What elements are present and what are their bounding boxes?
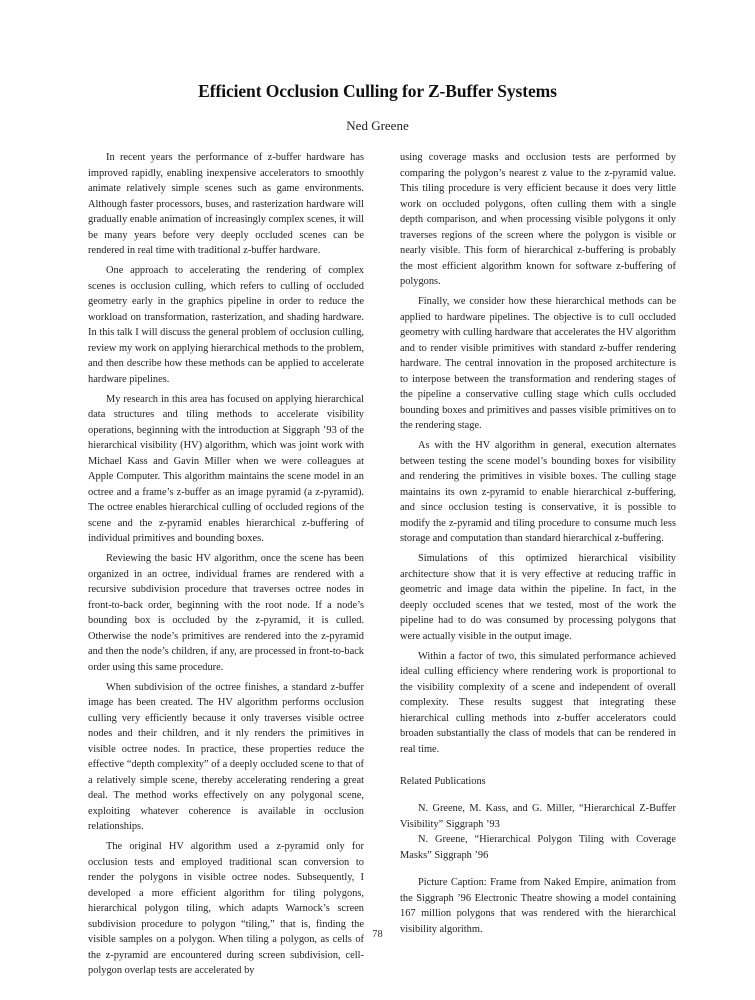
paragraph: Finally, we consider how these hierarchical methods can be applied to hardware pipelines. The objective is to cull occluded geometry with culling hardware that accelerates the HV algorithm and to render visible primitives with standard z-buffer rendering hardware. The central innovation in the proposed architecture is to interpose between the transformation and rendering stages of the pipeline a conservative culling stage which culls occluded bounding boxes and primitives and passes visible primitives on to the rendering stage. [400, 296, 676, 431]
paragraph: Within a factor of two, this simulated performance achieved ideal culling efficiency where rendering work is proportional to the visibility complexity of a scene and independent of overall complexity. These results suggest that integrating these hierarchical culling methods into z-buffer accelerators could broaden substantially the class of models that can be rendered in real time. [400, 650, 676, 755]
paragraph: In recent years the performance of z-buffer hardware has improved rapidly, enabling inexpensive accelerators to smoothly animate relatively simple scenes such as game environments. Although faster processors, buses, and rasterization hardware will gradually enable animation of increasingly complex scenes, it will be many years before very deeply occluded scenes can be rendered in real time with traditional z-buffer hardware. [88, 152, 364, 256]
paragraph: The original HV algorithm used a z-pyramid only for occlusion tests and employed traditional scan conversion to render the polygons in visible octree nodes. Subsequently, I developed a more efficient algorithm for tiling polygons, hierarchical polygon tiling, which adapts Warnock’s screen subdivision procedure to polygon “tiling,” that is, finding the visible samples on a polygon. When tiling a polygon, as cells of the z-pyramid are encountered during screen subdivision, cell-polygon overlap tests are accelerated by [88, 841, 364, 976]
paragraph: My research in this area has focused on applying hierarchical data structures and tiling methods to accelerate visibility operations, beginning with the introduction at Siggraph ’93 of the hierarchical visibility (HV) algorithm, which was joint work with Michael Kass and Gavin Miller when we were colleagues at Apple Computer. This algorithm maintains the scene model in an octree and a frame’s z-buffer as an image pyramid (a z-pyramid). The octree enables hierarchical culling of occluded regions of the scene and the z-pyramid enables hierarchical z-buffering of individual primitives and bounding boxes. [88, 393, 364, 544]
paragraph: Simulations of this optimized hierarchical visibility architecture show that it is very effective at reducing traffic in geometric and image data within the pipeline. In fact, in the deeply occluded scenes that we tested, most of the work the pipeline had to do was consumed by processing polygons that were actually visible in the output image. [400, 553, 676, 642]
spacer [400, 789, 676, 801]
paragraph: As with the HV algorithm in general, execution alternates between testing the scene model’s bounding boxes for visibility and rendering the primitives in visible boxes. The culling stage maintains its own z-pyramid to enable hierarchical z-buffering, and since occlusion testing is conservative, it is possible to modify the z-pyramid and tiling procedure to consume much less storage and computation than standard hierarchical z-buffering. [400, 440, 676, 544]
reference-item: N. Greene, M. Kass, and G. Miller, “Hierarchical Z-Buffer Visibility” Siggraph ’93 [400, 803, 676, 830]
paragraph: When subdivision of the octree finishes, a standard z-buffer image has been created. The HV algorithm performs occlusion culling very efficiently because it only traverses visible octree nodes and their children, and it nly renders the primitives in visible octree nodes. In practice, these properties reduce the effective “depth complexity” of a deeply occluded scene to that of a relatively simple scene, thereby accelerating rendering a great deal. The method works effectively on any polygonal scene, exploiting whatever coherence is available in occlusion relationships. [88, 681, 364, 832]
right-column [400, 150, 676, 942]
spacer [400, 762, 676, 774]
left-column [88, 150, 364, 983]
paragraph: using coverage masks and occlusion tests are performed by comparing the polygon’s nearest z value to the z-pyramid value. This tiling procedure is very efficient because it does very little work on occluded polygons, often culling them with a single depth comparison, and when processing visible polygons it only traverses regions of the screen where the polygon is visible or nearly visible. This form of hierarchical z-buffering is probably the most efficient algorithm known for software z-buffering of polygons. [400, 152, 676, 287]
paragraph: One approach to accelerating the rendering of complex scenes is occlusion culling, which refers to culling of occluded geometry early in the graphics pipeline in order to reduce the workload on transformation, rasterization, and shading hardware. In this talk I will discuss the general problem of occlusion culling, review my work on applying hierarchical methods to the problem, and then describe how these methods can be applied to accelerate hardware pipelines. [88, 265, 364, 385]
picture-caption: Picture Caption: Frame from Naked Empire, animation from the Siggraph ’96 Electronic Theatre showing a model containing 167 million polygons that was rendered with the hierarchical visibility algorithm. [400, 877, 676, 935]
author-name: Ned Greene [346, 118, 409, 133]
reference-item: N. Greene, “Hierarchical Polygon Tiling with Coverage Masks” Siggraph ’96 [400, 834, 676, 861]
page-number: 78 [372, 929, 383, 940]
paragraph: Reviewing the basic HV algorithm, once the scene has been organized in an octree, individual frames are rendered with a recursive subdivision procedure that traverses octree nodes in front-to-back order, beginning with the root node. If a node’s bounding box is occluded by the z-pyramid, it is culled. Otherwise the node’s primitives are rendered into the z-pyramid and then the node’s children, if any, are processed in front-to-back order using this same procedure. [88, 553, 364, 673]
paper-title: Efficient Occlusion Culling for Z-Buffer Systems [198, 81, 557, 101]
spacer [400, 863, 676, 875]
related-publications-heading: Related Publications [400, 775, 486, 787]
